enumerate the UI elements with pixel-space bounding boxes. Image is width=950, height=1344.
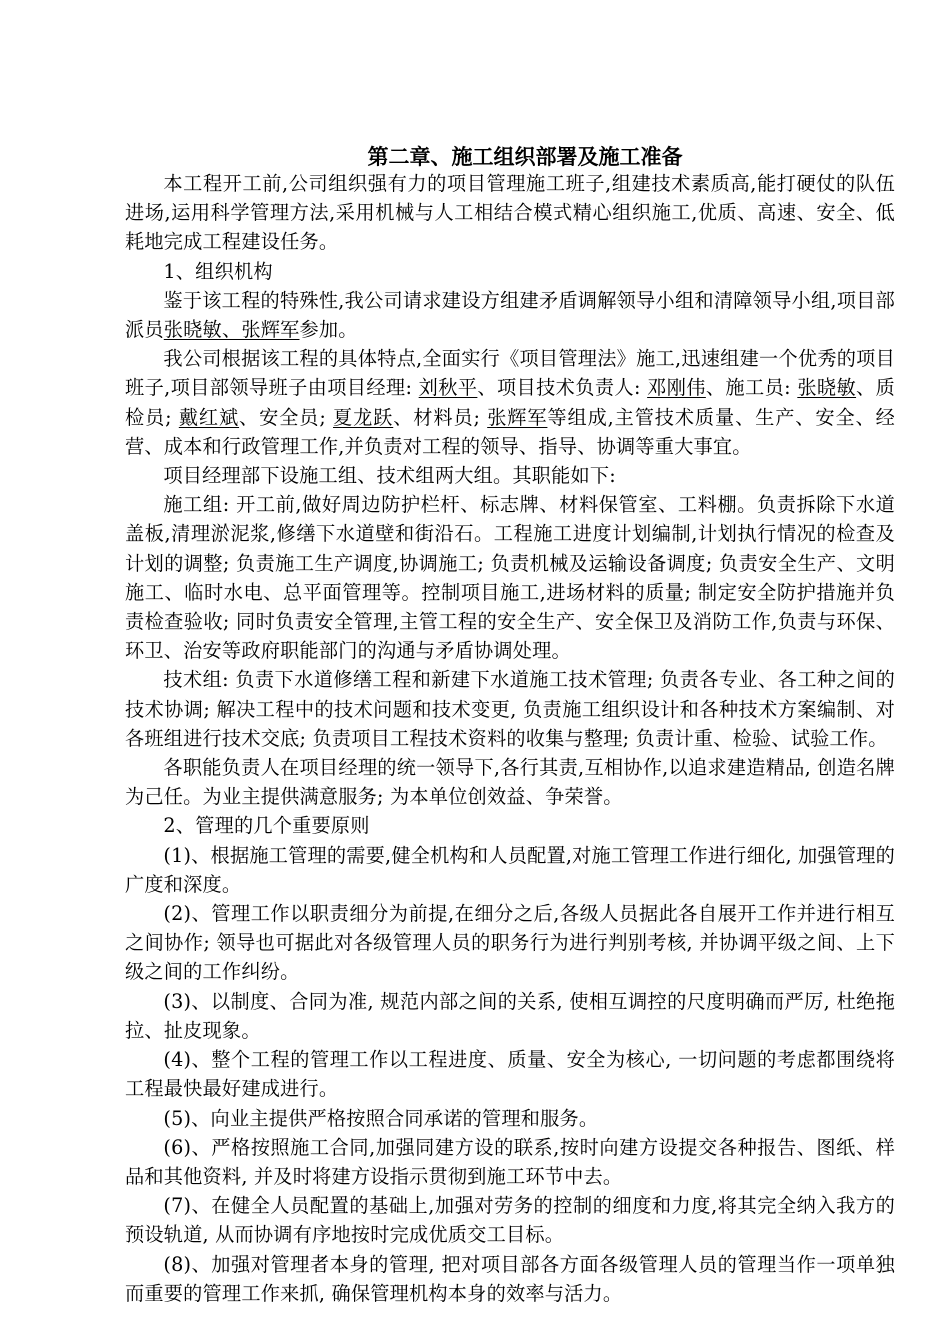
paragraph-project-team — [125, 344, 895, 461]
section-heading-principles: 2、管理的几个重要原则 — [163, 814, 370, 838]
paragraph-coordination-group — [125, 286, 895, 344]
document-body — [125, 169, 895, 1308]
text-run: 、安全员; — [239, 405, 333, 429]
principle-item-7: (7)、在健全人员配置的基础上,加强对劳务的控制的细度和力度,将其完全纳入我方的预设轨道, 从而协调有序地按时完成优质交工目标。 — [125, 1194, 895, 1247]
text-run: 参加。 — [299, 318, 358, 342]
principle-item-6: (6)、严格按照施工合同,加强同建方设的联系,按时向建方设提交各种报告、图纸、样品和其他资料, 并及时将建方设指示贯彻到施工环节中去。 — [125, 1135, 895, 1188]
principle-item-3: (3)、以制度、合同为准, 规范内部之间的关系, 使相互调控的尺度明确而严厉, 杜绝拖拉、扯皮现象。 — [125, 989, 895, 1042]
staff-name-quality-inspector: 戴红斌 — [178, 405, 240, 429]
text-run: 鉴于该工程的特殊性,我公司请求建设方组建矛盾调解领导小组和清障领导小组,项目部派员 — [125, 288, 895, 342]
paragraph-technical-group: 技术组: 负责下水道修缮工程和新建下水道施工技术管理; 负责各专业、各工种之间的技术协调; 解决工程中的技术问题和技术变更, 负责施工组织设计和各种技术方案编制、对各班组进行技术交底; 负责项目工程技术资料的收集与整理; 负责计重、检验、试验工作。 — [125, 668, 895, 750]
principle-item-2: (2)、管理工作以职责细分为前提,在细分之后,各级人员据此各自展开工作并进行相互之间协作; 领导也可据此对各级管理人员的职务行为进行判别考核, 并协调平级之间、上下级之间的工作纠纷。 — [125, 902, 895, 984]
section-heading-organization: 1、组织机构 — [163, 259, 273, 283]
text-run: 、施工员: — [705, 376, 798, 400]
principle-item-1: (1)、根据施工管理的需要,健全机构和人员配置,对施工管理工作进行细化, 加强管理的广度和深度。 — [125, 843, 895, 896]
chapter-title: 第二章、施工组织部署及施工准备 — [367, 145, 683, 169]
paragraph-groups: 项目经理部下设施工组、技术组两大组。其职能如下: — [163, 464, 616, 488]
principle-item-4: (4)、整个工程的管理工作以工程进度、质量、安全为核心, 一切问题的考虑都围绕将工程最快最好建成进行。 — [125, 1048, 895, 1101]
text-run: 、材料员; — [393, 405, 488, 429]
staff-name-construction-officer: 张晓敏 — [797, 376, 857, 400]
paragraph-intro: 本工程开工前,公司组织强有力的项目管理施工班子,组建技术素质高,能打硬仗的队伍进场,运用科学管理方法,采用机械与人工相结合模式精心组织施工,优质、高速、安全、低耗地完成工程建设任务。 — [125, 172, 895, 254]
paragraph-construction-group: 施工组: 开工前,做好周边防护栏杆、标志牌、材料保管室、工料棚。负责拆除下水道盖板,清理淤泥浆,修缮下水道壁和街沿石。工程施工进度计划编制,计划执行情况的检查及计划的调整; 负责施工生产调度,协调施工; 负责机械及运输设备调度; 负责安全生产、文明施工、临时水电、总平面管理等。控制项目施工,进场材料的质量; 制定安全防护措施并负责检查验收; 同时负责安全管理,主管工程的安全生产、安全保卫及消防工作,负责与环保、环卫、治安等政府职能部门的沟通与矛盾协调处理。 — [125, 493, 895, 663]
staff-name-underlined: 张晓敏、张辉军 — [163, 318, 300, 342]
staff-name-technical-lead: 邓刚伟 — [647, 376, 706, 400]
principle-item-5: (5)、向业主提供严格按照合同承诺的管理和服务。 — [163, 1106, 599, 1130]
staff-name-materials-officer: 张辉军 — [487, 405, 548, 429]
staff-name-safety-officer: 夏龙跃 — [333, 405, 394, 429]
principle-item-8: (8)、加强对管理者本身的管理, 把对项目部各方面各级管理人员的管理当作一项单独而重要的管理工作来抓, 确保管理机构本身的效率与活力。 — [125, 1252, 895, 1305]
text-run: 、质检员; — [125, 376, 896, 429]
text-run: 等组成,主管技术质量、生产、安全、经营、成本和行政管理工作,并负责对工程的领导、指导、协调等重大事宜。 — [125, 405, 895, 458]
text-run: 、项目技术负责人: — [477, 376, 648, 400]
text-run: 我公司根据该工程的具体特点,全面实行《项目管理法》施工,迅速组建一个优秀的项目班子,项目部领导班子由项目经理: — [125, 347, 895, 400]
paragraph-responsibilities: 各职能负责人在项目经理的统一领导下,各行其责,互相协作,以追求建造精品, 创造名牌为己任。为业主提供满意服务; 为本单位创效益、争荣誉。 — [125, 756, 895, 809]
staff-name-project-manager: 刘秋平 — [418, 376, 478, 400]
